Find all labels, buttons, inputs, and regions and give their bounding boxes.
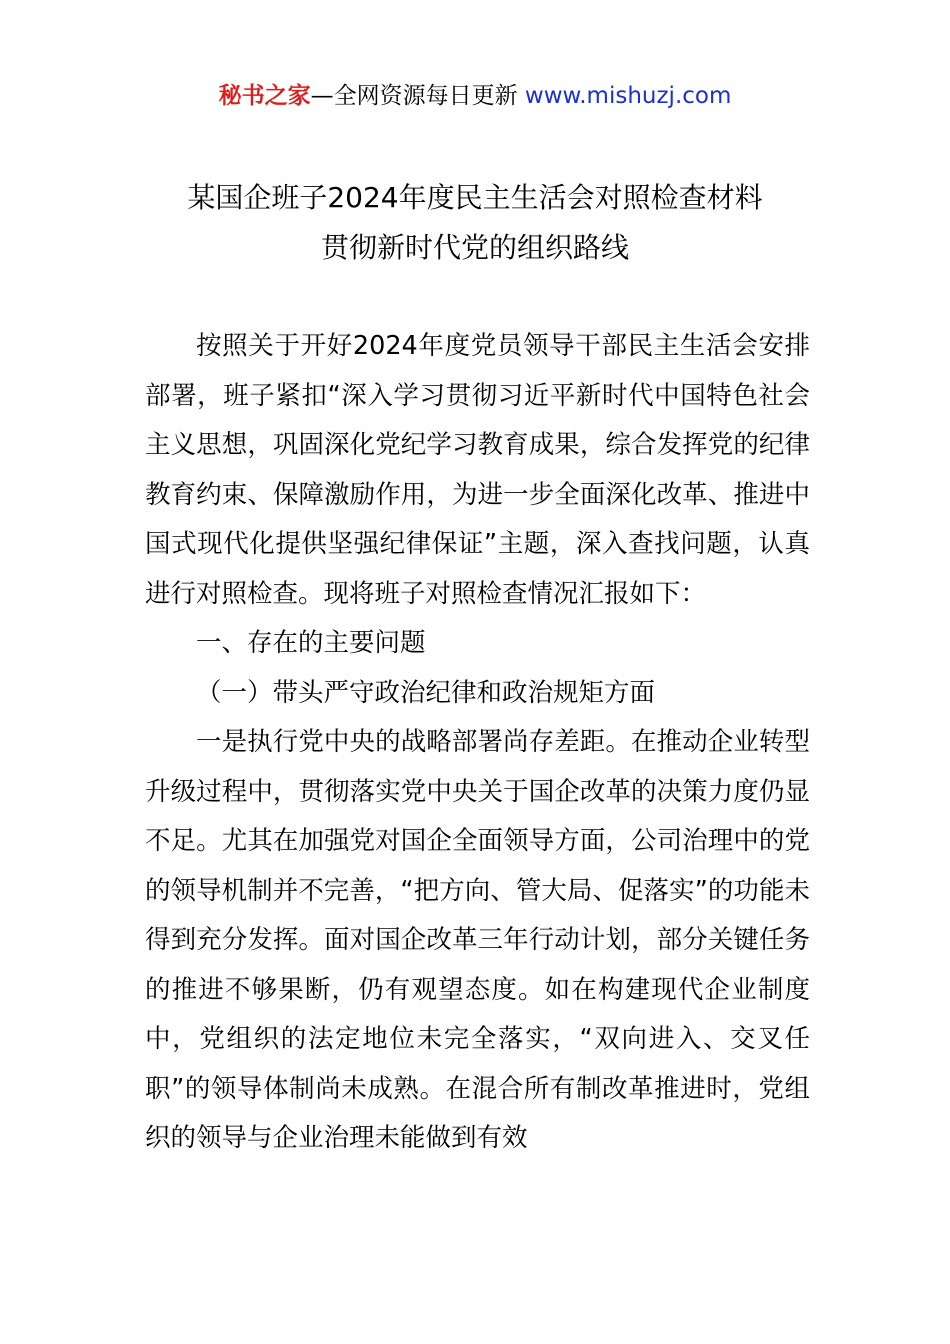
section-heading-1: 一、存在的主要问题: [196, 628, 426, 658]
site-name: 秘书之家: [218, 83, 311, 109]
site-slogan: —全网资源每日更新: [310, 83, 525, 109]
intro-paragraph: 按照关于开好2024年度党员领导干部民主生活会安排部署，班子紧扣“深入学习贯彻习近平新时代中国特色社会主义思想，巩固深化党纪学习教育成果，综合发挥党的纪律教育约束、保障激励作用，为进一步全面深化改革、推进中国式现代化提供坚强纪律保证”主题，深入查找问题，认真进行对照检查。现将班子对照检查情况汇报如下：: [145, 331, 810, 609]
title-line-1: 某国企班子2024年度民主生活会对照检查材料: [187, 181, 763, 214]
site-header: [0, 78, 950, 114]
document-body: [145, 322, 810, 1164]
subsection-heading-1: （一）带头严守政治纪律和政治规矩方面: [196, 677, 656, 708]
title-line-2: 贯彻新时代党的组织路线: [320, 231, 629, 264]
site-url-link[interactable]: www.mishuzj.com: [524, 83, 732, 109]
document-title: [0, 173, 950, 273]
body-paragraph-1: 一是执行党中央的战略部署尚存差距。在推动企业转型升级过程中，贯彻落实党中央关于国企改革的决策力度仍显不足。尤其在加强党对国企全面领导方面，公司治理中的党的领导机制并不完善，“把方向、管大局、促落实”的功能未得到充分发挥。面对国企改革三年行动计划，部分关键任务的推进不够果断，仍有观望态度。如在构建现代企业制度中，党组织的法定地位未完全落实，“双向进入、交叉任职”的领导体制尚未成熟。在混合所有制改革推进时，党组织的领导与企业治理未能做到有效: [145, 727, 810, 1153]
